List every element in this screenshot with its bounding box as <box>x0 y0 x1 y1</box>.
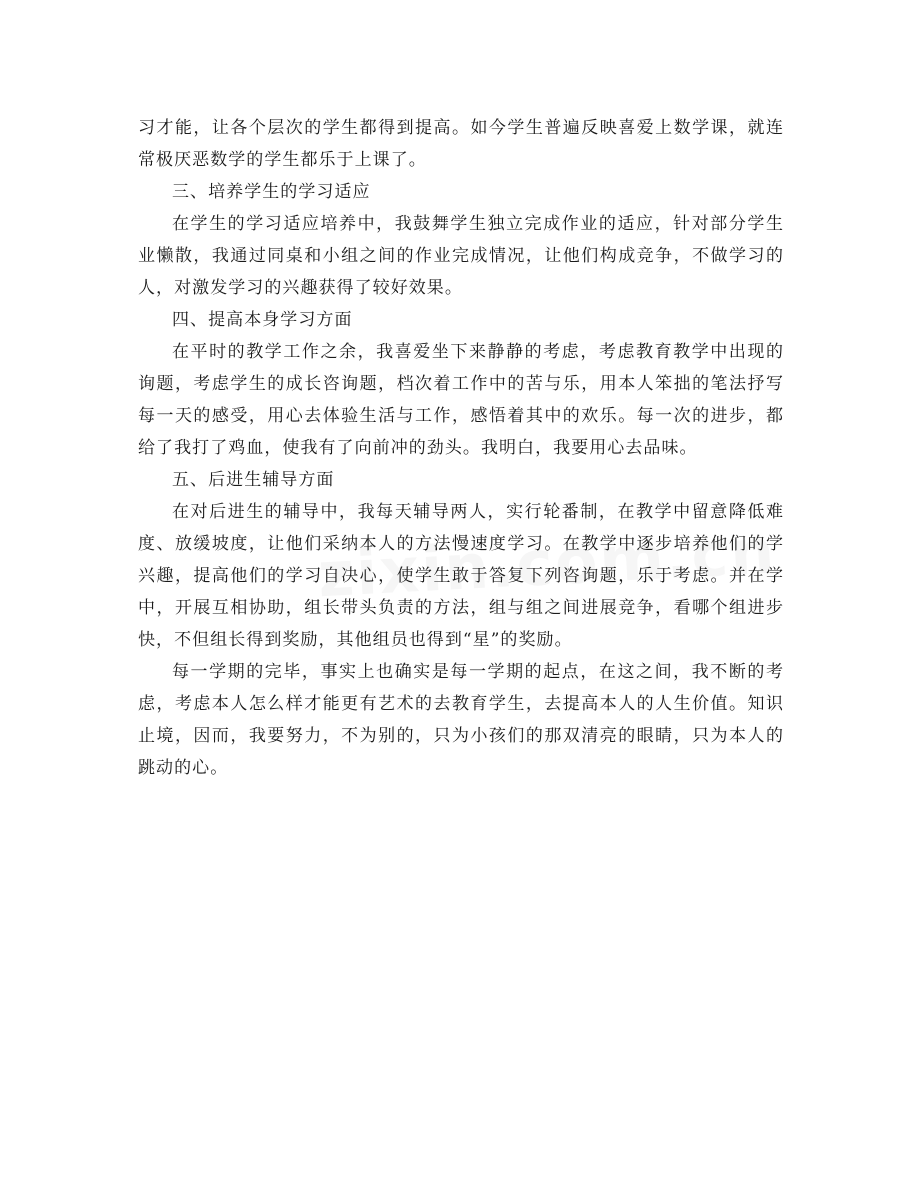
document-body <box>138 112 784 784</box>
text-line: 快，不但组长得到奖励，其他组员也得到“星”的奖励。 <box>138 630 573 650</box>
text-line: 人，对激发学习的兴趣获得了较好效果。 <box>138 278 463 298</box>
text-line: 在对后进生的辅导中，我每天辅导两人，实行轮番制，在教学中留意降低难 <box>172 502 784 522</box>
text-line: 跳动的心。 <box>138 758 229 778</box>
text-line: 五、后进生辅导方面 <box>172 470 335 490</box>
text-line: 在平时的教学工作之余，我喜爱坐下来静静的考虑，考虑教育教学中出现的 <box>172 342 784 362</box>
text-line: 三、培养学生的学习适应 <box>172 182 371 202</box>
text-line: 兴趣，提高他们的学习自决心，使学生敢于答复下列咨询题，乐于考虑。并在学 <box>138 566 784 586</box>
text-line: 习才能，让各个层次的学生都得到提高。如今学生普遍反映喜爱上数学课，就连 <box>138 118 784 138</box>
text-line: 止境，因而，我要努力，不为别的，只为小孩们的那双清亮的眼睛，只为本人的 <box>138 726 784 746</box>
text-line: 度、放缓坡度，让他们采纳本人的方法慢速度学习。在教学中逐步培养他们的学 <box>138 534 784 554</box>
text-line: 常极厌恶数学的学生都乐于上课了。 <box>138 150 427 170</box>
text-line: 询题，考虑学生的成长咨询题，档次着工作中的苦与乐，用本人笨拙的笔法抒写 <box>138 374 784 394</box>
text-line: 虑，考虑本人怎么样才能更有艺术的去教育学生，去提高本人的人生价值。知识 <box>138 694 784 714</box>
text-line: 给了我打了鸡血，使我有了向前冲的劲头。我明白，我要用心去品味。 <box>138 438 698 458</box>
text-line: 四、提高本身学习方面 <box>172 310 353 330</box>
text-line: 每一天的感受，用心去体验生活与工作，感悟着其中的欢乐。每一次的进步，都 <box>138 406 784 426</box>
text-line: 在学生的学习适应培养中，我鼓舞学生独立完成作业的适应，针对部分学生 <box>172 214 784 234</box>
text-line: 业懒散，我通过同桌和小组之间的作业完成情况，让他们构成竞争，不做学习的 <box>138 246 784 266</box>
text-line: 每一学期的完毕，事实上也确实是每一学期的起点，在这之间，我不断的考 <box>172 662 784 682</box>
text-line: 中，开展互相协助，组长带头负责的方法，组与组之间进展竞争，看哪个组进步 <box>138 598 784 618</box>
